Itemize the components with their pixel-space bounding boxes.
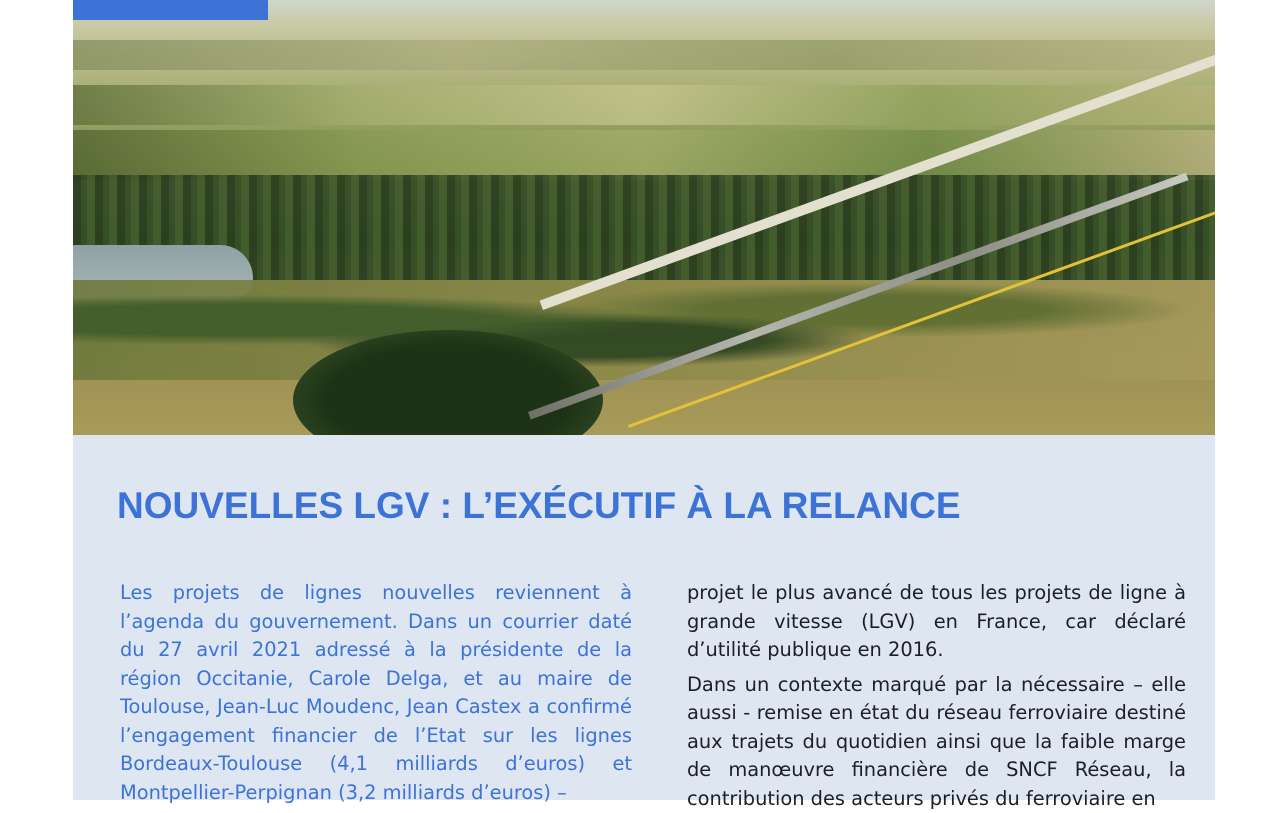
document-page — [73, 0, 1215, 800]
article-headline: NOUVELLES LGV : L’EXÉCUTIF À LA RELANCE — [117, 485, 961, 527]
paragraph: Les projets de lignes nouvelles reviennent à l’agenda du gouvernement. Dans un courrier daté du 27 avril 2021 adressé à la présidente de la région Occitanie, Carole Delga, et au maire de Toulouse, Jean-Luc Moudenc, Jean Castex a confirmé l’engagement financier de l’Etat sur les lignes Bordeaux-Toulouse (4,1 milliards d’euros) et Montpellier-Perpignan (3,2 milliards d’euros) – — [120, 579, 632, 807]
article-column-right — [687, 579, 1186, 813]
article-panel — [73, 435, 1215, 800]
section-tab-badge — [73, 0, 268, 20]
article-column-left — [120, 579, 632, 807]
paragraph: projet le plus avancé de tous les projets de ligne à grande vitesse (LGV) en France, car déclaré d’utilité publique en 2016. — [687, 579, 1186, 665]
paragraph: Dans un contexte marqué par la nécessaire – elle aussi - remise en état du réseau ferroviaire destiné aux trajets du quotidien ainsi que la faible marge de manœuvre financière de SNCF Réseau, la contribution des acteurs privés du ferroviaire en — [687, 671, 1186, 813]
hero-photo — [73, 0, 1215, 435]
